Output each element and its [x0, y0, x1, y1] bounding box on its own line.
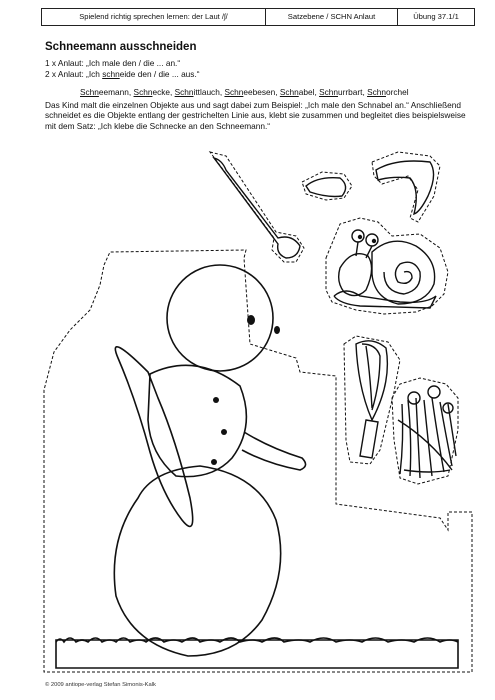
word-sound-prefix: Schn: [367, 87, 386, 97]
snowman-button-3: [211, 459, 217, 465]
snowman-left-arm: [115, 347, 192, 527]
word-rest: orchel: [385, 87, 409, 97]
word-rest: eebesen: [243, 87, 276, 97]
instruction-line-2-end: eide den / die ... aus.“: [119, 69, 200, 79]
word-rest: urrbart: [338, 87, 363, 97]
snail-stalks: [356, 242, 372, 258]
broom-handle: [214, 158, 300, 258]
instruction-line-2-sound: schn: [102, 69, 120, 79]
broom-handle-cutout-outline: [210, 152, 304, 262]
snowman-head: [167, 265, 273, 371]
word-rest: abel: [298, 87, 315, 97]
chive-flower-2: [428, 386, 440, 398]
instruction-line-2-start: 2 x Anlaut: „Ich: [45, 69, 103, 79]
snowman-right-arm: [242, 432, 306, 470]
header-topic: Spielend richtig sprechen lernen: der Laut /ʃ/: [42, 9, 266, 25]
snail-pupil-right: [372, 239, 376, 243]
beak: [306, 178, 346, 197]
snowman-nose-dot: [274, 326, 280, 334]
whisk-loops: [356, 341, 387, 420]
word-list: Schneemann, Schnecke, Schnittlauch, Schneebesen, Schnabel, Schnurrbart, Schnorchel: [80, 87, 409, 97]
snowman-body: [148, 365, 246, 476]
snail-spiral: [384, 262, 420, 294]
word-sound-prefix: Schn: [319, 87, 338, 97]
word-rest: eemann: [98, 87, 129, 97]
chive-flower-1: [408, 392, 420, 404]
snail-pupil-left: [358, 235, 362, 239]
snail-eye-right: [366, 234, 378, 246]
snowman-button-1: [213, 397, 219, 403]
header-exercise-number: Übung 37.1/1: [413, 12, 459, 21]
snail-head: [339, 254, 372, 296]
chives-bundle: [398, 398, 456, 478]
chives-cutout-outline: [392, 378, 458, 484]
word-rest: ittlauch: [193, 87, 220, 97]
snowman-cutout-outline: [44, 250, 472, 672]
whisk-handle: [360, 420, 378, 458]
instruction-paragraph: Das Kind malt die einzelnen Objekte aus und sagt dabei zum Beispiel: „Ich male den Schnabel an.“ Anschließend schneidet es die Objekte entlang der gestrichelten Linie aus, klebt sie zusammen und begleitet dies beispielsweise mit dem Satz: „Ich klebe die Schnecke an den Schneemann.“: [45, 100, 466, 131]
snowman-button-2: [221, 429, 227, 435]
snow-ground: [56, 640, 458, 668]
snowman-eye: [247, 315, 255, 325]
word-sound-prefix: Schn: [133, 87, 153, 97]
instruction-line-1: 1 x Anlaut: „Ich male den / die ... an.“: [45, 58, 181, 68]
header-level: Satzebene / SCHN Anlaut: [266, 9, 398, 25]
word-sound-prefix: Schn: [80, 87, 99, 97]
word-sound-prefix: Schn: [174, 87, 194, 97]
page-title: Schneemann ausschneiden: [45, 41, 197, 53]
snail-eye-left: [352, 230, 364, 242]
word-rest: ecke: [152, 87, 170, 97]
word-sound-prefix: Schn: [224, 87, 244, 97]
mustache: [376, 161, 434, 214]
copyright-footer: © 2009 antiope-verlag Stefan Simonis-Kalk: [45, 682, 156, 688]
word-sound-prefix: Schn: [279, 87, 299, 97]
snowman-base: [114, 466, 280, 656]
